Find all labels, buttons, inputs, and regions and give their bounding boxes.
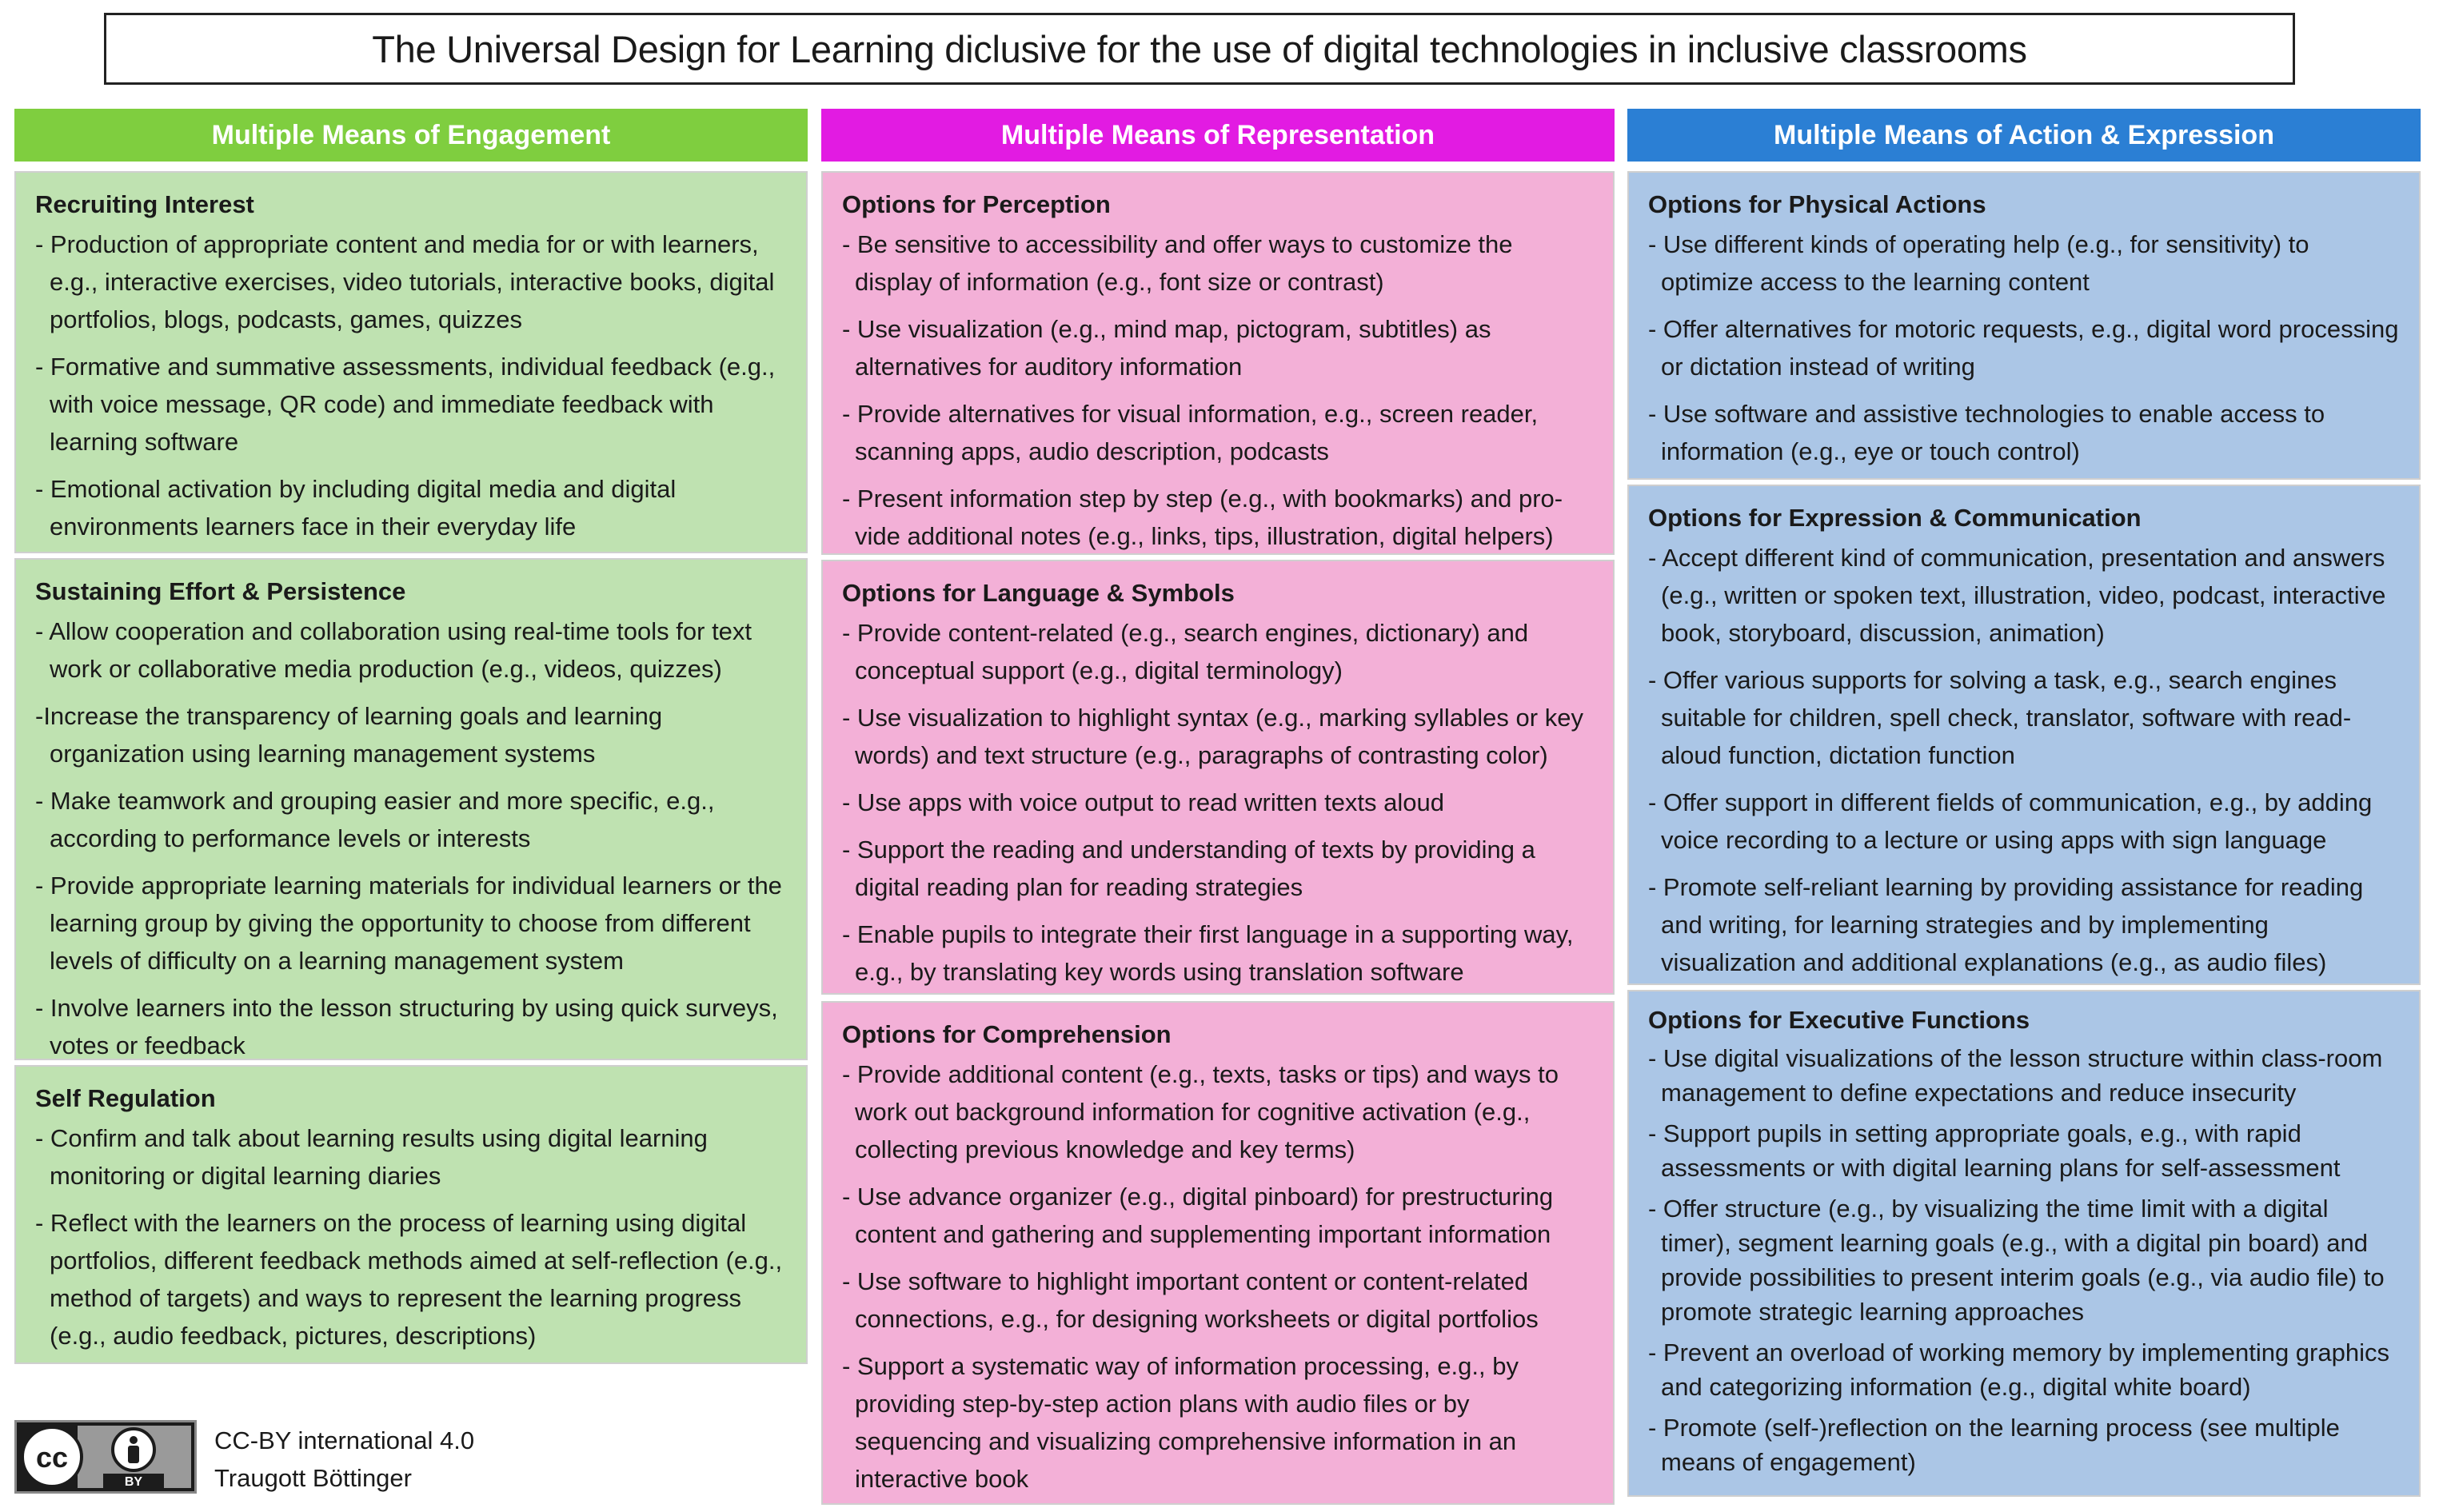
section-perception bbox=[821, 171, 1615, 555]
section-self-regulation bbox=[14, 1065, 808, 1364]
license-text bbox=[214, 1422, 474, 1497]
person-icon bbox=[128, 1446, 139, 1463]
list-item: - Reflect with the learners on the process of learning using digital portfolios, different feedback methods aimed at self-reflection (e.g., method of targets) and ways to represent the learning progress (e.g., audio feedback, pictures, descriptions) bbox=[35, 1209, 783, 1350]
list-item: - Use advance organizer (e.g., digital pinboard) for prestructuring content and gathering and supplementing important information bbox=[842, 1183, 1554, 1248]
list-item: - Emotional activation by including digital media and digital environments learners face in their everyday life bbox=[35, 475, 677, 541]
list-item: - Involve learners into the lesson structuring by using quick surveys, votes or feedback bbox=[35, 994, 778, 1059]
list-item: - Use software to highlight important content or content-related connections, e.g., for designing worksheets or digital portfolios bbox=[842, 1267, 1539, 1333]
section-physical-actions bbox=[1627, 171, 2421, 480]
list-item: - Promote self-reliant learning by providing assistance for reading and writing, for learning strategies and by implementing visualization and additional explanations (e.g., as audio files) bbox=[1648, 873, 2364, 976]
list-item: - Enable pupils to integrate their first language in a supporting way, e.g., by translating key words using translation software bbox=[842, 920, 1574, 986]
column-action-expression bbox=[1627, 109, 2421, 1476]
section-title: Options for Expression & Communication bbox=[1648, 504, 2142, 532]
section-title: Sustaining Effort & Persistence bbox=[35, 577, 406, 605]
list-item: - Offer structure (e.g., by visualizing the time limit with a digital timer), segment learning goals (e.g., with a digital pin board) and provide possibilities to present interim goals (e.g., via audio file) to promote strategic learning approaches bbox=[1648, 1195, 2385, 1326]
list-item: - Offer alternatives for motoric requests, e.g., digital word processing or dictation instead of writing bbox=[1648, 315, 2399, 381]
section-expression-communication bbox=[1627, 485, 2421, 985]
section-title: Options for Comprehension bbox=[842, 1020, 1172, 1048]
list-item: - Support a systematic way of information processing, e.g., by providing step-by-step action plans with audio files or by sequencing and visualizing comprehensive information in an interactive book bbox=[842, 1352, 1519, 1493]
column-engagement bbox=[14, 109, 808, 1350]
list-item: - Use different kinds of operating help (e.g., for sensitivity) to optimize access to the learning content bbox=[1648, 230, 2309, 296]
list-item: - Make teamwork and grouping easier and more specific, e.g., according to performance levels or interests bbox=[35, 787, 715, 852]
list-item: - Offer support in different fields of communication, e.g., by adding voice recording to a lecture or using apps with sign language bbox=[1648, 788, 2373, 854]
list-item: -Increase the transparency of learning goals and learning organization using learning management systems bbox=[35, 702, 663, 768]
list-item: - Use digital visualizations of the lesson structure within class-room management to define expectations and reduce insecurity bbox=[1648, 1044, 2383, 1107]
list-item: - Formative and summative assessments, individual feedback (e.g., with voice message, QR code) and immediate feedback with learning software bbox=[35, 353, 776, 456]
list-item: - Provide appropriate learning materials for individual learners or the learning group by giving the opportunity to choose from different levels of difficulty on a learning management system bbox=[35, 872, 782, 975]
section-sustaining-effort bbox=[14, 558, 808, 1060]
list-item: - Accept different kind of communication, presentation and answers (e.g., written or spoken text, illustration, video, podcast, interactive book, storyboard, discussion, animation) bbox=[1648, 544, 2386, 647]
section-executive-functions bbox=[1627, 990, 2421, 1497]
section-title: Options for Physical Actions bbox=[1648, 190, 1986, 218]
list-item: - Production of appropriate content and media for or with learners, e.g., interactive exercises, video tutorials, interactive books, digital portfolios, blogs, podcasts, games, quizzes bbox=[35, 230, 775, 333]
cc-by-license-badge bbox=[14, 1420, 197, 1494]
license-line: CC-BY international 4.0 bbox=[214, 1426, 475, 1454]
list-item: - Use visualization (e.g., mind map, pictogram, subtitles) as alternatives for auditory information bbox=[842, 315, 1491, 381]
list-item: - Promote (self-)reflection on the learning process (see multiple means of engagement) bbox=[1648, 1414, 2340, 1476]
list-item: - Provide additional content (e.g., texts, tasks or tips) and ways to work out background information for cognitive activation (e.g., collecting previous knowledge and key terms) bbox=[842, 1060, 1559, 1163]
column-header-representation: Multiple Means of Representation bbox=[821, 109, 1615, 162]
list-item: - Support pupils in setting appropriate goals, e.g., with rapid assessments or with digital learning plans for self-assessment bbox=[1648, 1119, 2341, 1182]
section-title: Options for Language & Symbols bbox=[842, 579, 1235, 607]
column-header-action-expression: Multiple Means of Action & Expression bbox=[1627, 109, 2421, 162]
cc-icon: cc bbox=[35, 1441, 69, 1474]
list-item: - Confirm and talk about learning results using digital learning monitoring or digital learning diaries bbox=[35, 1124, 708, 1190]
section-title: Self Regulation bbox=[35, 1084, 216, 1112]
section-comprehension bbox=[821, 1001, 1615, 1505]
license-author: Traugott Böttinger bbox=[214, 1464, 412, 1492]
column-header-engagement: Multiple Means of Engagement bbox=[14, 109, 808, 162]
list-item: - Use apps with voice output to read written texts aloud bbox=[842, 788, 1445, 816]
list-item: - Support the reading and understanding of texts by providing a digital reading plan for reading strategies bbox=[842, 836, 1535, 901]
list-item: - Present information step by step (e.g., with bookmarks) and pro-vide additional notes (e.g., links, tips, illustration, digital helpers) bbox=[842, 485, 1563, 550]
list-item: - Prevent an overload of working memory by implementing graphics and categorizing information (e.g., digital white board) bbox=[1648, 1338, 2389, 1401]
list-item: - Be sensitive to accessibility and offer ways to customize the display of information (e.g., font size or contrast) bbox=[842, 230, 1513, 296]
section-language-symbols bbox=[821, 560, 1615, 995]
section-title: Recruiting Interest bbox=[35, 190, 254, 218]
cc-by-icon bbox=[17, 1422, 194, 1491]
section-title: Options for Perception bbox=[842, 190, 1111, 218]
section-recruiting-interest bbox=[14, 171, 808, 553]
list-item: - Allow cooperation and collaboration using real-time tools for text work or collaborative media production (e.g., videos, quizzes) bbox=[35, 617, 752, 683]
list-item: - Use visualization to highlight syntax (e.g., marking syllables or key words) and text structure (e.g., paragraphs of contrasting color) bbox=[842, 704, 1583, 769]
list-item: - Offer various supports for solving a task, e.g., search engines suitable for children, spell check, translator, software with read-aloud function, dictation function bbox=[1648, 666, 2352, 769]
by-icon: BY bbox=[124, 1475, 143, 1489]
page-title: The Universal Design for Learning diclusive for the use of digital technologies in inclusive classrooms bbox=[104, 13, 2295, 85]
list-item: - Provide alternatives for visual information, e.g., screen reader, scanning apps, audio description, podcasts bbox=[842, 400, 1539, 465]
list-item: - Use software and assistive technologies to enable access to information (e.g., eye or touch control) bbox=[1648, 400, 2325, 465]
section-title: Options for Executive Functions bbox=[1648, 1006, 2030, 1034]
list-item: - Provide content-related (e.g., search engines, dictionary) and conceptual support (e.g., digital terminology) bbox=[842, 619, 1529, 684]
column-representation bbox=[821, 109, 1615, 1493]
